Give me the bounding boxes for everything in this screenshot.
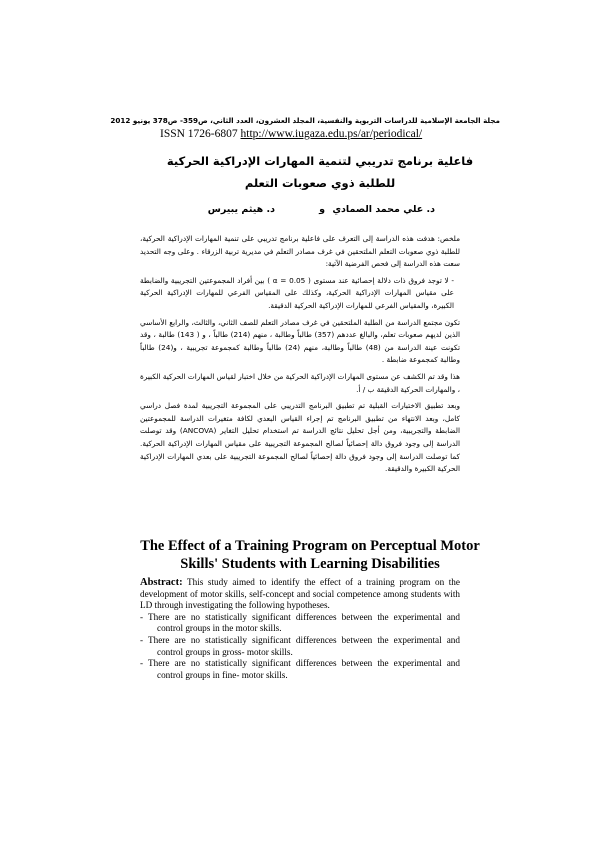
hypothesis-item: - There are no statistically significant differences between the experimental and control groups in gross- motor skills. bbox=[140, 634, 460, 657]
english-abstract bbox=[140, 577, 460, 681]
abstract-intro-text: This study aimed to identify the effect of a training program on the development of motor skills, self-concept and social competence among students with LD through investigating the following hypotheses. bbox=[140, 577, 460, 611]
issn-number: ISSN 1726-6807 bbox=[160, 128, 238, 140]
arabic-abstract-measure: هذا وقد تم الكشف عن مستوى المهارات الإدراكية الحركية من خلال اختبار لقياس المهارات الحركية الكبيرة ، والمهارات الحركية الدقيقة ب / أ. bbox=[140, 371, 460, 394]
author-1: د. علي محمد الصمادي bbox=[332, 204, 435, 215]
author-conjunction: و bbox=[319, 204, 325, 215]
authors bbox=[175, 204, 435, 220]
arabic-abstract-sample: تكون مجتمع الدراسة من الطلبة الملتحقين في غرف مصادر التعلم للصف الثاني، والثالث، والرابع الأساسي الذين لديهم صعوبات تعلم، والبالغ عددهم (357) طالباً وطالبة ، منهم (214) طالباً ، و ( 143) طالبة ، وقد تكونت عينة الدراسة من (48) طالباً وطالبة، منهم (24) طالباً وطالبة كمجموعة تجريبية ، و(24) طالباً وطالبة كمجموعة ضابطة . bbox=[140, 317, 460, 365]
abstract-heading: Abstract: bbox=[140, 577, 183, 588]
arabic-hypothesis: - لا توجد فروق ذات دلالة إحصائية عند مستوى ( α = 0.05 ) بين أفراد المجموعتين التجريبية والضابطة على مقياس المهارات الإدراكية الحركية، وكذلك على المقياس الفرعي للمهارات الإدراكية الحركية الكبيرة، والمقياس الفرعي للمهارات الإدراكية الحركية الدقيقة. bbox=[140, 275, 455, 310]
hypothesis-item: - There are no statistically significant differences between the experimental and control groups in the motor skills. bbox=[140, 611, 460, 634]
arabic-abstract-intro: ملخص: هدفت هذه الدراسة إلى التعرف على فاعلية برنامج تدريبي على تنمية المهارات الإدراكية الحركية، للطلبة ذوي صعوبات التعلم الملتحقين في غرف مصادر التعلم في مديرية تربية الزرقاء . وعلى وجه التحديد سعت هذه الدراسة إلى فحص الفرضية الآتية: bbox=[140, 234, 460, 269]
author-2: د. هيثم يبيرس bbox=[207, 204, 275, 215]
journal-url-link[interactable]: http://www.iugaza.edu.ps/ar/periodical/ bbox=[240, 128, 423, 140]
issn-line bbox=[160, 128, 460, 144]
english-abstract-intro bbox=[140, 577, 460, 612]
arabic-abstract bbox=[140, 233, 460, 480]
hypothesis-item: - There are no statistically significant differences between the experimental and control groups in fine- motor skills. bbox=[140, 658, 460, 680]
journal-citation: مجلة الجامعة الإسلامية للدراسات التربوية والنفسية، المجلد العشرون، العدد الثاني، ص359- ص378 يونيو 2012 bbox=[110, 116, 500, 125]
english-title: The Effect of a Training Program on Perceptual Motor Skills' Students with Learning Disabilities bbox=[140, 538, 480, 572]
arabic-abstract-procedure: وبعد تطبيق الاختبارات القبلية تم تطبيق البرنامج التدريبي على المجموعة التجريبية لمدة فصل دراسي كامل، وبعد الانتهاء من تطبيق البرنامج تم إجراء القياس البعدي لكافة متغيرات الدراسة للمجموعتين الضابطة والتجريبية، ومن أجل تحليل نتائج الدراسة تم استخدام تحليل التغاير (ANCOVA) وقد توصلت الدراسة إلى وجود فروق دالة إحصائياً لصالح المجموعة التجريبية على مقياس المهارات الإدراكية الحركية. كما توصلت الدراسة إلى وجود فروق دالة إحصائياً لصالح المجموعة التجريبية على بعدي المهارات الإدراكية الحركية الكبيرة والدقيقة. bbox=[140, 401, 461, 474]
arabic-title: فاعلية برنامج تدريبي لتنمية المهارات الإدراكية الحركية للطلبة ذوي صعوبات التعلم bbox=[166, 154, 474, 190]
